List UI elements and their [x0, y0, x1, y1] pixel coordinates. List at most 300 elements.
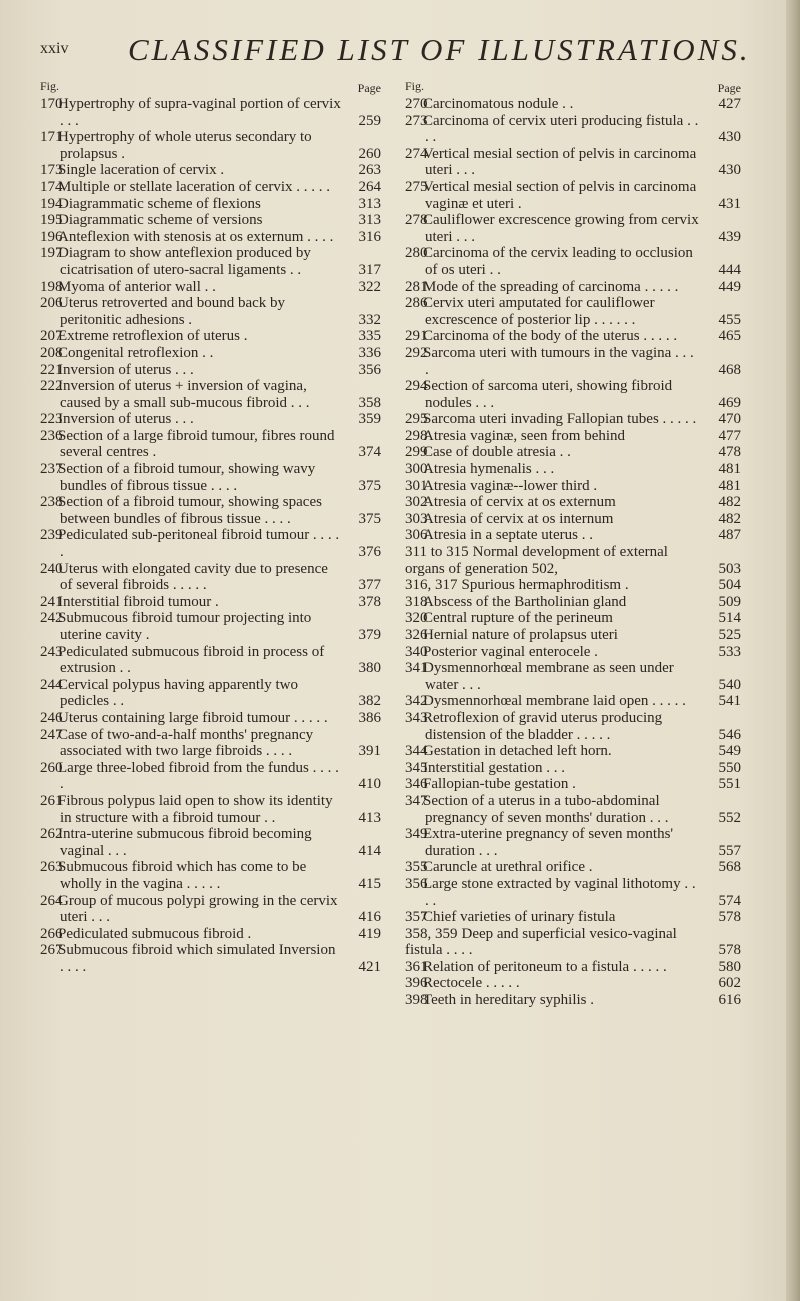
- list-item: [405, 494, 745, 511]
- page-reference: 430: [718, 129, 741, 146]
- list-item: [40, 212, 385, 229]
- list-item: [405, 975, 745, 992]
- figure-number: 326: [405, 627, 428, 643]
- page-reference: 375: [358, 477, 381, 494]
- figure-caption: Atresia in a septate uterus . .: [423, 527, 593, 544]
- figure-number: 318: [405, 593, 428, 610]
- figure-number: 300: [405, 461, 428, 478]
- page-reference: 444: [718, 261, 741, 278]
- list-item: [405, 743, 745, 760]
- page-reference: 481: [718, 461, 741, 478]
- page-reference: 514: [718, 610, 741, 627]
- figure-caption: Spurious hermaphroditism .: [461, 577, 629, 594]
- page-reference: 482: [718, 510, 741, 527]
- list-item: [405, 328, 745, 345]
- page-title: CLASSIFIED LIST OF ILLUSTRATIONS.: [128, 32, 751, 67]
- list-item: [40, 96, 385, 129]
- figure-caption: Vertical mesial section of pelvis in carcinoma vaginæ et uteri .: [423, 178, 697, 212]
- page-reference: 439: [718, 228, 741, 245]
- figure-number: 266: [40, 925, 63, 942]
- figure-caption: Chief varieties of urinary fistula: [423, 909, 616, 926]
- fig-label: Fig.: [40, 79, 60, 93]
- page-reference: 374: [358, 444, 381, 461]
- figure-caption: Mode of the spreading of carcinoma . . . . .: [423, 278, 679, 295]
- page-reference: 465: [718, 328, 741, 345]
- figure-number: 286: [405, 295, 428, 312]
- list-item: [40, 196, 385, 213]
- figure-caption: Caruncle at urethral orifice .: [423, 859, 593, 876]
- page-reference: 509: [718, 593, 741, 610]
- page-reference: 379: [358, 627, 381, 643]
- figure-caption: Cervix uteri amputated for cauliflower excrescence of posterior lip . . . . . .: [423, 295, 655, 328]
- right-column-header: [405, 78, 745, 96]
- page-reference: 578: [718, 942, 741, 959]
- figure-number: 280: [405, 245, 428, 262]
- figure-caption: Section of a fibroid tumour, showing wavy bundles of fibrous tissue . . . .: [58, 461, 316, 494]
- page-edge-shadow: [786, 0, 800, 1301]
- page-reference: 552: [718, 809, 741, 826]
- figure-number: 273: [405, 112, 428, 129]
- list-item: [40, 362, 385, 379]
- page-reference: 525: [718, 627, 741, 643]
- page-reference: 482: [718, 494, 741, 511]
- list-item: [405, 909, 745, 926]
- figure-number: 340: [405, 643, 428, 660]
- figure-number: 292: [405, 344, 428, 361]
- figure-caption: Large stone extracted by vaginal lithotomy . . . .: [423, 875, 696, 909]
- figure-number: 344: [405, 743, 428, 760]
- figure-number: 197: [40, 245, 63, 262]
- figure-caption: Hernial nature of prolapsus uteri: [423, 627, 618, 643]
- list-item: [405, 644, 745, 661]
- list-item: [40, 561, 385, 594]
- list-item: [405, 279, 745, 296]
- figure-caption: Central rupture of the perineum: [423, 610, 613, 627]
- figure-caption: Myoma of anterior wall . .: [58, 278, 216, 295]
- list-item: [405, 444, 745, 461]
- figure-number: 278: [405, 212, 428, 229]
- left-column-header: [40, 78, 385, 96]
- page-reference: 316: [358, 228, 381, 245]
- figure-caption: Extreme retroflexion of uterus .: [58, 328, 248, 345]
- list-item: [40, 428, 385, 461]
- list-item: [40, 926, 385, 943]
- figure-number: 274: [405, 145, 428, 162]
- list-item: [405, 245, 745, 278]
- page-reference: 332: [358, 311, 381, 328]
- figure-number: 173: [40, 162, 63, 179]
- page-reference: 414: [358, 842, 381, 859]
- figure-caption: Normal development of external organs of generation 502,: [405, 544, 668, 577]
- figure-caption: Sarcoma uteri with tumours in the vagina . . . .: [423, 344, 694, 378]
- right-column: [405, 78, 745, 1009]
- figure-caption: Section of a large fibroid tumour, fibres round several centres .: [58, 427, 335, 461]
- list-item: [405, 113, 745, 146]
- figure-caption: Multiple or stellate laceration of cervix . . . . .: [58, 178, 330, 195]
- figure-caption: Rectocele . . . . .: [423, 975, 520, 992]
- figure-caption: Single laceration of cervix .: [58, 162, 225, 179]
- page-reference: 380: [358, 660, 381, 677]
- figure-caption: Gestation in detached left horn.: [423, 743, 612, 760]
- page-reference: 378: [358, 593, 381, 610]
- figure-number: 222: [40, 378, 63, 395]
- page-reference: 578: [718, 909, 741, 926]
- figure-number: 356: [405, 875, 428, 892]
- list-item: [40, 727, 385, 760]
- figure-number: 237: [40, 461, 63, 478]
- figure-caption: Diagrammatic scheme of flexions: [58, 195, 261, 212]
- page-reference: 427: [718, 96, 741, 112]
- figure-number: 196: [40, 228, 63, 245]
- figure-number: 316, 317: [405, 577, 458, 594]
- page-reference: 533: [718, 643, 741, 660]
- page-reference: 377: [358, 577, 381, 594]
- figure-caption: Section of a fibroid tumour, showing spaces between bundles of fibrous tissue . . . .: [58, 494, 322, 527]
- figure-number: 343: [405, 709, 428, 726]
- list-item: [405, 527, 745, 544]
- page-reference: 557: [718, 842, 741, 859]
- page-reference: 503: [718, 560, 741, 577]
- figure-number: 206: [40, 295, 63, 312]
- list-item: [405, 544, 745, 577]
- page-reference: 455: [718, 311, 741, 328]
- page-reference: 359: [358, 411, 381, 428]
- figure-number: 261: [40, 792, 63, 809]
- figure-caption: Uterus with elongated cavity due to presence of several fibroids . . . . .: [58, 560, 328, 594]
- figure-caption: Atresia of cervix at os externum: [423, 494, 616, 511]
- figure-number: 357: [405, 909, 428, 926]
- page-reference: 416: [358, 909, 381, 926]
- list-item: [40, 378, 385, 411]
- page-reference: 487: [718, 527, 741, 544]
- page-reference: 540: [718, 676, 741, 693]
- figure-caption: Sarcoma uteri invading Fallopian tubes . . . . .: [423, 411, 697, 428]
- list-item: [40, 893, 385, 926]
- list-item: [405, 826, 745, 859]
- list-item: [40, 345, 385, 362]
- figure-number: 241: [40, 593, 63, 610]
- page-header: [40, 26, 780, 66]
- page-label: Page: [357, 81, 381, 95]
- figure-number: 281: [405, 278, 428, 295]
- figure-number: 303: [405, 510, 428, 527]
- figure-number: 223: [40, 411, 63, 428]
- left-column: [40, 78, 385, 975]
- list-item: [405, 179, 745, 212]
- page-reference: 478: [718, 444, 741, 461]
- list-item: [40, 677, 385, 710]
- page-reference: 356: [358, 361, 381, 378]
- page-reference: 568: [718, 859, 741, 876]
- list-item: [40, 461, 385, 494]
- figure-number: 342: [405, 693, 428, 710]
- page-reference: 468: [718, 361, 741, 378]
- page-reference: 546: [718, 726, 741, 743]
- figure-caption: Retroflexion of gravid uterus producing distension of the bladder . . . . .: [423, 709, 663, 743]
- page-reference: 375: [358, 510, 381, 527]
- list-item: [405, 96, 745, 113]
- figure-caption: Diagram to show anteflexion produced by cicatrisation of utero-sacral ligaments . .: [58, 245, 311, 278]
- page-reference: 382: [358, 693, 381, 710]
- figure-caption: Dysmennorhœal membrane as seen under water . . .: [423, 660, 674, 693]
- figure-number: 174: [40, 178, 63, 195]
- figure-number: 267: [40, 942, 63, 959]
- list-item: [405, 876, 745, 909]
- figure-number: 345: [405, 759, 428, 776]
- figure-caption: Congenital retroflexion . .: [58, 344, 214, 361]
- figure-caption: Pediculated sub-peritoneal fibroid tumour . . . . .: [58, 527, 340, 561]
- list-item: [40, 295, 385, 328]
- figure-number: 221: [40, 361, 63, 378]
- page-reference: 317: [358, 261, 381, 278]
- page-reference: 376: [358, 544, 381, 561]
- page-reference: 551: [718, 776, 741, 793]
- figure-caption: Abscess of the Bartholinian gland: [423, 593, 627, 610]
- figure-caption: Fibrous polypus laid open to show its identity in structure with a fibroid tumour . .: [58, 792, 333, 826]
- page-reference: 335: [358, 328, 381, 345]
- figure-number: 291: [405, 328, 428, 345]
- figure-number: 358, 359: [405, 925, 458, 942]
- figure-caption: Inversion of uterus + inversion of vagina, caused by a small sub-mucous fibroid . . .: [58, 378, 310, 411]
- page-reference: 477: [718, 427, 741, 444]
- figure-number: 302: [405, 494, 428, 511]
- figure-number: 244: [40, 676, 63, 693]
- figure-number: 299: [405, 444, 428, 461]
- figure-caption: Inversion of uterus . . .: [58, 361, 194, 378]
- figure-number: 260: [40, 759, 63, 776]
- page-reference: 549: [718, 743, 741, 760]
- figure-caption: Intra-uterine submucous fibroid becoming vaginal . . .: [58, 826, 312, 859]
- list-item: [405, 660, 745, 693]
- page-number: xxiv: [40, 40, 69, 57]
- page-reference: 313: [358, 212, 381, 229]
- page-reference: 313: [358, 195, 381, 212]
- figure-number: 311 to 315: [405, 544, 469, 561]
- list-item: [40, 610, 385, 643]
- list-item: [405, 461, 745, 478]
- list-item: [405, 378, 745, 411]
- figure-caption: Group of mucous polypi growing in the cervix uteri . . .: [58, 892, 338, 926]
- list-item: [405, 411, 745, 428]
- page-label: Page: [717, 81, 741, 95]
- figure-number: 195: [40, 212, 63, 229]
- figure-number: 207: [40, 328, 63, 345]
- figure-caption: Vertical mesial section of pelvis in carcinoma uteri . . .: [423, 145, 697, 179]
- figure-number: 275: [405, 178, 428, 195]
- page-reference: 469: [718, 394, 741, 411]
- list-item: [405, 793, 745, 826]
- figure-number: 194: [40, 195, 63, 212]
- list-item: [405, 627, 745, 644]
- list-item: [40, 411, 385, 428]
- page-reference: 574: [718, 892, 741, 909]
- page-reference: 602: [718, 975, 741, 992]
- list-item: [40, 826, 385, 859]
- figure-number: 240: [40, 560, 63, 577]
- list-item: [40, 710, 385, 727]
- figure-caption: Carcinoma of the body of the uterus . . . . .: [423, 328, 678, 345]
- page-reference: 413: [358, 809, 381, 826]
- figure-caption: Case of two-and-a-half months' pregnancy associated with two large fibroids . . . .: [58, 726, 314, 760]
- figure-number: 236: [40, 427, 63, 444]
- list-item: [40, 527, 385, 560]
- figure-caption: Case of double atresia . .: [423, 444, 571, 461]
- figure-caption: Large three-lobed fibroid from the fundus . . . . .: [58, 759, 339, 793]
- figure-number: 347: [405, 792, 428, 809]
- figure-number: 396: [405, 975, 428, 992]
- list-item: [405, 859, 745, 876]
- figure-number: 355: [405, 859, 428, 876]
- page-reference: 550: [718, 759, 741, 776]
- list-item: [40, 494, 385, 527]
- page-reference: 580: [718, 958, 741, 975]
- list-item: [40, 229, 385, 246]
- figure-caption: Diagrammatic scheme of versions: [58, 212, 263, 229]
- figure-number: 341: [405, 660, 428, 677]
- figure-caption: Interstitial fibroid tumour .: [58, 593, 219, 610]
- list-item: [40, 179, 385, 196]
- figure-number: 298: [405, 427, 428, 444]
- figure-caption: Fallopian-tube gestation .: [423, 776, 576, 793]
- page-reference: 449: [718, 278, 741, 295]
- list-item: [405, 478, 745, 495]
- figure-caption: Hypertrophy of whole uterus secondary to prolapsus .: [58, 129, 312, 162]
- list-item: [40, 245, 385, 278]
- figure-caption: Submucous fibroid which has come to be wholly in the vagina . . . . .: [58, 859, 307, 892]
- figure-caption: Atresia hymenalis . . .: [423, 461, 555, 478]
- page-reference: 260: [358, 145, 381, 162]
- figure-caption: Atresia vaginæ, seen from behind: [423, 427, 626, 444]
- page-reference: 386: [358, 709, 381, 726]
- figure-number: 246: [40, 709, 63, 726]
- list-item: [405, 760, 745, 777]
- figure-caption: Posterior vaginal enterocele .: [423, 643, 598, 660]
- figure-number: 398: [405, 992, 428, 1009]
- figure-caption: Uterus containing large fibroid tumour . . . . .: [58, 709, 328, 726]
- figure-caption: Hypertrophy of supra-vaginal portion of cervix . . .: [58, 96, 341, 129]
- list-item: [40, 279, 385, 296]
- list-item: [405, 295, 745, 328]
- list-item: [405, 959, 745, 976]
- figure-caption: Section of a uterus in a tubo-abdominal pregnancy of seven months' duration . . .: [423, 792, 669, 826]
- page-reference: 481: [718, 477, 741, 494]
- page-reference: 410: [358, 776, 381, 793]
- page-reference: 470: [718, 411, 741, 428]
- figure-caption: Cervical polypus having apparently two pedicles . .: [58, 676, 298, 710]
- figure-number: 262: [40, 826, 63, 843]
- figure-number: 264: [40, 892, 63, 909]
- list-item: [40, 793, 385, 826]
- figure-number: 349: [405, 826, 428, 843]
- figure-caption: Deep and superficial vesico-vaginal fistula . . . .: [405, 925, 677, 959]
- figure-caption: Pediculated submucous fibroid .: [58, 925, 252, 942]
- figure-number: 242: [40, 610, 63, 627]
- figure-number: 295: [405, 411, 428, 428]
- page-reference: 322: [358, 278, 381, 295]
- list-item: [405, 710, 745, 743]
- page-reference: 431: [718, 195, 741, 212]
- page-reference: 391: [358, 743, 381, 760]
- figure-number: 301: [405, 477, 428, 494]
- figure-number: 243: [40, 643, 63, 660]
- list-item: [405, 345, 745, 378]
- figure-number: 306: [405, 527, 428, 544]
- list-item: [405, 577, 745, 594]
- list-item: [405, 992, 745, 1009]
- list-item: [405, 594, 745, 611]
- figure-number: 361: [405, 958, 428, 975]
- figure-caption: Carcinomatous nodule . .: [423, 96, 574, 112]
- figure-number: 239: [40, 527, 63, 544]
- list-item: [405, 428, 745, 445]
- list-item: [405, 610, 745, 627]
- page-reference: 504: [718, 577, 741, 594]
- page-reference: 358: [358, 394, 381, 411]
- page-reference: 419: [358, 925, 381, 942]
- figure-caption: Uterus retroverted and bound back by peritonitic adhesions .: [58, 295, 286, 328]
- figure-caption: Relation of peritoneum to a fistula . . . . .: [423, 958, 667, 975]
- figure-number: 294: [405, 378, 428, 395]
- list-item: [40, 644, 385, 677]
- figure-number: 170: [40, 96, 63, 112]
- figure-caption: Interstitial gestation . . .: [423, 759, 566, 776]
- page-reference: 415: [358, 875, 381, 892]
- figure-number: 320: [405, 610, 428, 627]
- figure-caption: Teeth in hereditary syphilis .: [423, 992, 594, 1009]
- list-item: [40, 162, 385, 179]
- fig-label: Fig.: [405, 79, 425, 93]
- figure-caption: Submucous fibroid which simulated Inversion . . . .: [58, 942, 336, 975]
- page-reference: 541: [718, 693, 741, 710]
- figure-caption: Dysmennorhœal membrane laid open . . . . .: [423, 693, 686, 710]
- figure-caption: Inversion of uterus . . .: [58, 411, 194, 428]
- figure-caption: Atresia of cervix at os internum: [423, 510, 614, 527]
- list-item: [40, 942, 385, 975]
- page-reference: 336: [358, 344, 381, 361]
- figure-number: 346: [405, 776, 428, 793]
- list-item: [405, 212, 745, 245]
- page-reference: 263: [358, 162, 381, 179]
- figure-caption: Extra-uterine pregnancy of seven months' duration . . .: [423, 826, 674, 859]
- figure-caption: Atresia vaginæ--lower third .: [423, 477, 598, 494]
- figure-caption: Carcinoma of the cervix leading to occlusion of os uteri . .: [423, 245, 693, 278]
- page-reference: 259: [358, 112, 381, 129]
- page-reference: 430: [718, 162, 741, 179]
- figure-number: 270: [405, 96, 428, 112]
- list-item: [40, 328, 385, 345]
- figure-number: 238: [40, 494, 63, 511]
- list-item: [40, 760, 385, 793]
- list-item: [405, 776, 745, 793]
- page-reference: 264: [358, 178, 381, 195]
- figure-caption: Anteflexion with stenosis at os externum . . . .: [58, 228, 334, 245]
- figure-number: 171: [40, 129, 63, 146]
- figure-number: 247: [40, 726, 63, 743]
- list-item: [40, 859, 385, 892]
- list-item: [40, 129, 385, 162]
- list-item: [40, 594, 385, 611]
- figure-caption: Cauliflower excrescence growing from cervix uteri . . .: [423, 212, 699, 245]
- figure-caption: Pediculated submucous fibroid in process of extrusion . .: [58, 643, 325, 677]
- list-item: [405, 693, 745, 710]
- figure-number: 198: [40, 278, 63, 295]
- figure-number: 263: [40, 859, 63, 876]
- figure-caption: Section of sarcoma uteri, showing fibroid nodules . . .: [423, 378, 673, 411]
- list-item: [405, 926, 745, 959]
- figure-caption: Submucous fibroid tumour projecting into uterine cavity .: [58, 610, 312, 643]
- list-item: [405, 146, 745, 179]
- figure-caption: Carcinoma of cervix uteri producing fistula . . . .: [423, 112, 699, 146]
